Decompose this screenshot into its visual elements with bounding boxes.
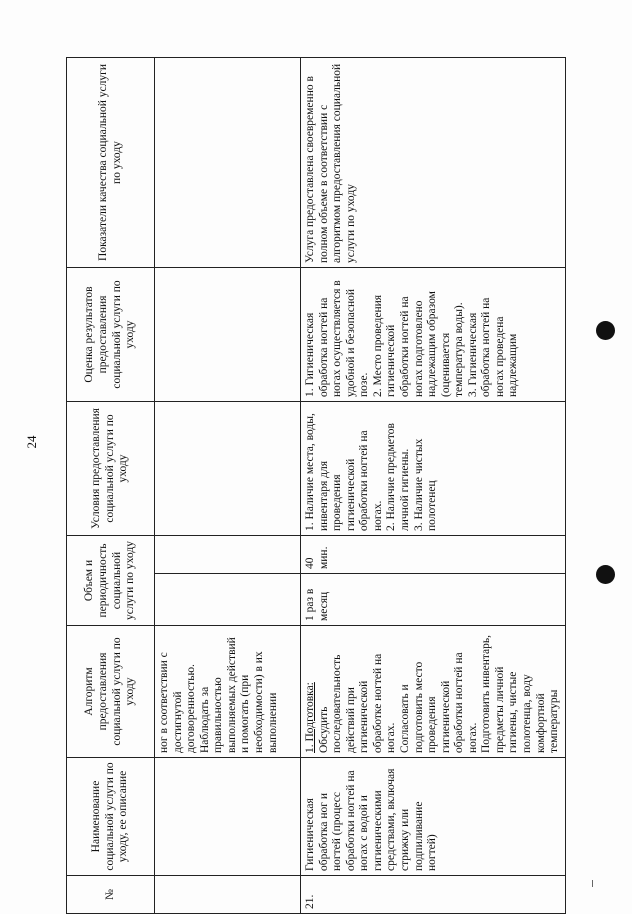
- header-number: №: [67, 876, 155, 914]
- cell-empty: [155, 758, 301, 876]
- page-number: 24: [24, 435, 39, 449]
- quality-indicators: Услуга предоставлена своевременно в полном объеме в соответствии с алгоритмом предоставления социальной услуги по уходу: [301, 58, 566, 268]
- table-row-21: [301, 58, 566, 914]
- cell-empty: [155, 876, 301, 914]
- algorithm-cell: [301, 626, 566, 758]
- header-evaluation: Оценка результатов предоставления социальной услуги по уходу: [67, 268, 155, 402]
- table-header-row: [67, 58, 155, 914]
- rotated-table-sheet: [66, 58, 561, 914]
- algorithm-body: Обсудить последовательность действий при гигиенической обработке ногтей на ногах. Согласовать и подготовить место проведения гигиенической обработки ногтей на ногах. Подготовить инвентарь, предметы личной гигиены, чистые полотенца, воду комфортной температуры: [317, 634, 561, 753]
- header-volume: Объем и периодичность социальной услуги по уходу: [67, 536, 155, 626]
- table-row-continuation: [155, 58, 301, 914]
- duration: 40 мин.: [301, 536, 566, 574]
- cell-empty: [155, 574, 301, 626]
- cell-empty: [155, 402, 301, 536]
- service-name: Гигиеническая обработка ног и ногтей (процесс обработки ногтей на ногах с водой и гигиеническими средствами, включая стрижку или подпиливание ногтей): [301, 758, 566, 876]
- algorithm-heading: 1. Подготовка:: [304, 682, 316, 753]
- header-indicators: Показатели качества социальной услуги по уходу: [67, 58, 155, 268]
- conditions: 1. Наличие места, воды, инвентаря для проведения гигиенической обработки ногтей на ногах. 2. Наличие предметов личной гигиены. 3. Наличие чистых полотенец: [301, 402, 566, 536]
- row-number: 21.: [301, 876, 566, 914]
- header-algorithm: Алгоритм предоставления социальной услуги по уходу: [67, 626, 155, 758]
- header-name: Наименование социальной услуги по уходу, ее описание: [67, 758, 155, 876]
- evaluation: 1. Гигиеническая обработка ногтей на ногах осуществляется в удобной и безопасной позе. 2. Место проведения гигиенической обработки ногтей на ногах подготовлено надлежащим образом (оценивается температура воды). 3. Гигиеническая обработка ногтей на ногах проведена надлежащим: [301, 268, 566, 402]
- periodicity: 1 раз в месяц: [301, 574, 566, 626]
- services-table: [66, 57, 566, 914]
- binder-hole: [596, 321, 615, 340]
- cell-empty: [155, 58, 301, 268]
- cell-empty: [155, 536, 301, 574]
- header-conditions: Условия предоставления социальной услуги по уходу: [67, 402, 155, 536]
- cell-empty: [155, 268, 301, 402]
- binder-hole: [596, 565, 615, 584]
- continuation-algorithm: ног в соответствии с достигнутой договоренностью. Наблюдать за правильностью выполняемых действий и помогать (при необходимости) в их выполнении: [155, 626, 301, 758]
- scan-mark: [592, 880, 593, 887]
